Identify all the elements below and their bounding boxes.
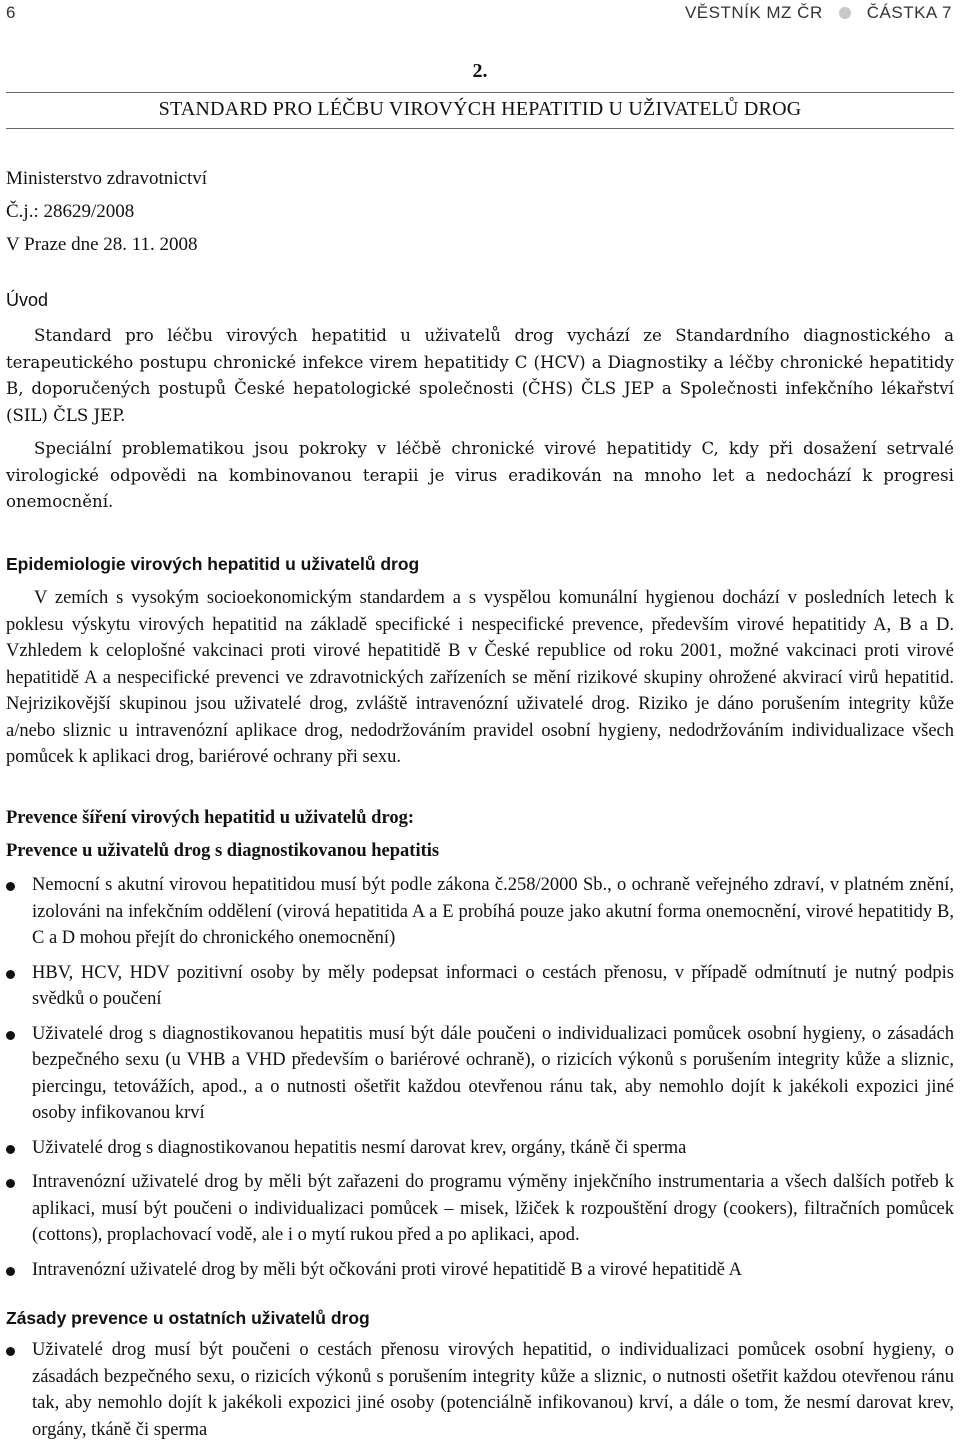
page-header [6, 0, 954, 30]
document-meta [6, 162, 207, 261]
intro-heading: Úvod [6, 290, 49, 310]
title-rule-top [6, 92, 954, 93]
separator-dot-icon [839, 7, 851, 19]
document-number: 2. [472, 60, 488, 82]
list-item: Uživatelé drog s diagnostikovanou hepatitis musí být dále poučeni o individualizaci pomůcek osobní hygieny, o zásadách bezpečného sexu (u VHB a VHD především o bariérové ochraně), o rizicích výkonů s porušením integrity kůže a sliznic, piercingu, tetovážích, apod., a o nutnosti ošetřit každou otevřenou ránu tak, aby nemohlo dojít k jakékoli expozici jiné osoby infikovanou krví [6, 1021, 954, 1127]
list-item: Uživatelé drog s diagnostikovanou hepatitis nesmí darovat krev, orgány, tkáně či sperma [6, 1135, 954, 1162]
prevention-subheading: Prevence u uživatelů drog s diagnostikovanou hepatitis [6, 841, 440, 861]
reference-number: Č.j.: 28629/2008 [6, 201, 135, 222]
bullet-icon [6, 882, 15, 891]
issue-part: ČÁSTKA 7 [866, 3, 952, 22]
bullet-icon [6, 970, 15, 979]
issuer: Ministerstvo zdravotnictví [6, 168, 208, 189]
intro-section [6, 323, 954, 516]
other-users-heading: Zásady prevence u ostatních uživatelů drog [6, 1308, 370, 1328]
prevention-list [6, 872, 954, 1291]
page-number: 6 [6, 3, 16, 22]
title-rule-bottom [6, 128, 954, 129]
bullet-icon [6, 1267, 15, 1276]
list-item: Intravenózní uživatelé drog by měli být očkováni proti virové hepatitidě B a virové hepatitidě A [6, 1257, 954, 1284]
list-item: Intravenózní uživatelé drog by měli být zařazeni do programu výměny injekčního instrumentaria a všech dalších potřeb k aplikaci, musí být poučeni o individualizaci pomůcek – misek, lžiček k rozpouštění drogy (cookers), filtračních pomůcek (cottons), proplachovací vodě, ale i o mytí rukou před a po aplikaci, apod. [6, 1169, 954, 1249]
document-title: STANDARD PRO LÉČBU VIROVÝCH HEPATITID U UŽIVATELŮ DROG [158, 98, 802, 120]
intro-paragraph-2: Speciální problematikou jsou pokroky v léčbě chronické virové hepatitidy C, kdy při dosažení setrvalé virologické odpovědi na kombinovanou terapii je virus eradikován na mnoho let a nedochází k progresi onemocnění. [6, 439, 954, 511]
epidemiology-paragraph: V zemích s vysokým socioekonomickým standardem a s vyspělou komunální hygienou dochází v posledních letech k poklesu výskytu virových hepatitid na základě specifické i nespecifické prevence, především virové hepatitidy A, B a D. Vzhledem k celoplošné vakcinaci proti virové hepatitidě B v České republice od roku 2001, možné vakcinaci proti virové hepatitidě A a nespecifické prevenci ve zdravotnických zařízeních se mění rizikové skupiny ohrožené akvirací virů hepatitid. Nejrizikovější skupinou jsou uživatelé drog, zvláště intravenózní uživatelé drog. Riziko je dáno porušením integrity kůže a/nebo sliznic u intravenózní aplikace drog, nedodržováním pravidel osobní hygieny, nedodržováním individualizace všech pomůcek k aplikaci drog, bariérové ochrany při sexu. [6, 588, 954, 767]
list-item: Uživatelé drog musí být poučeni o cestách přenosu virových hepatitid, o individualizaci pomůcek osobní hygieny, o zásadách bezpečného sexu, o rizicích výkonů s porušením integrity kůže a sliznic, o nutnosti ošetřit každou otevřenou ránu tak, aby nemohlo dojít k jakékoli expozici jiné osoby (potenciálně infikovanou) krví, a dále o tom, že nesmí darovat krev, orgány, tkáně či sperma [6, 1337, 954, 1443]
document-page [6, 0, 954, 1444]
other-users-list [6, 1337, 954, 1451]
list-item: HBV, HCV, HDV pozitivní osoby by měly podepsat informaci o cestách přenosu, v případě odmítnutí je nutný podpis svědků o poučení [6, 960, 954, 1013]
header-right [685, 3, 952, 23]
epidemiology-section [6, 585, 954, 771]
epidemiology-heading: Epidemiologie virových hepatitid u uživatelů drog [6, 554, 420, 574]
list-item: Nemocní s akutní virovou hepatitidou musí být podle zákona č.258/2000 Sb., o ochraně veřejného zdraví, v platném znění, izolováni na infekčním oddělení (virová hepatitida A a E probíhá pouze jako akutní forma onemocnění, virové hepatitidy B, C a D mohou přejít do chronického onemocnění) [6, 872, 954, 952]
prevention-heading: Prevence šíření virových hepatitid u uživatelů drog: [6, 808, 415, 828]
journal-name: VĚSTNÍK MZ ČR [684, 3, 823, 22]
bullet-icon [6, 1145, 15, 1154]
bullet-icon [6, 1179, 15, 1188]
issue-date: V Praze dne 28. 11. 2008 [6, 234, 198, 255]
bullet-icon [6, 1031, 15, 1040]
intro-paragraph-1: Standard pro léčbu virových hepatitid u uživatelů drog vychází ze Standardního diagnostického a terapeutického postupu chronické infekce virem hepatitidy C (HCV) a Diagnostiky a léčby chronické hepatitidy B, doporučených postupů České hepatologické společnosti (ČHS) ČLS JEP a Společnosti infekčního lékařství (SIL) ČLS JEP. [6, 326, 954, 425]
bullet-icon [6, 1347, 15, 1356]
